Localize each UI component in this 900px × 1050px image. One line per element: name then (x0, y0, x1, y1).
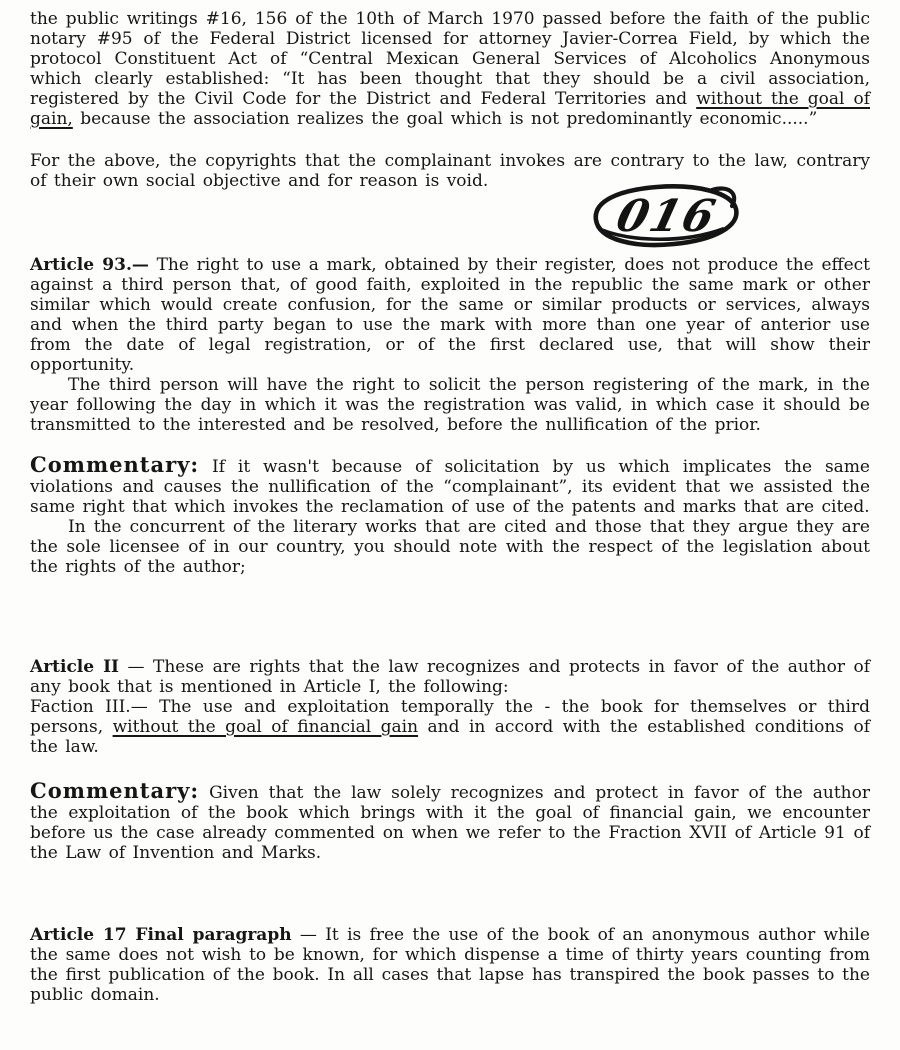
commentary-2-text: Given that the law solely recognizes and protect in favor of the author the exploitation of the book which brings with it the goal of financial gain, we encounter before us the case already commented on when we refer to the Fraction XVII of Article 91 of the Law of Invention and Marks. (30, 783, 870, 863)
stamp-pen-overshoot-stroke (712, 188, 734, 206)
handwritten-stamp (583, 181, 747, 253)
commentary-1-text: If it wasn't because of solicitation by us which implicates the same violations and causes the nullification of the “complainant”, its evident that we assisted the same right that which invokes the reclamation of use of the patents and marks that are cited. (30, 457, 870, 517)
paragraph-commentary-1-continuation: In the concurrent of the literary works that are cited and those that they argue they are the sole licensee of in our country, you should note with the respect of the legislation about the rights of the author; (30, 517, 870, 577)
article-2-text: — These are rights that the law recognizes and protects in favor of the author of any book that is mentioned in Article I, the following: (30, 657, 871, 697)
paragraph-commentary-2 (30, 778, 870, 863)
paragraph-conclusion-above: For the above, the copyrights that the complainant invokes are contrary to the law, contrary of their own social objective and for reason is void. (30, 151, 870, 191)
article-17-label: Article 17 Final paragraph (30, 925, 292, 945)
paragraph-article-2 (30, 657, 870, 697)
intro-text-start: the public writings #16, 156 of the 10th of March 1970 passed before the faith of the public notary #95 of the Federal District licensed for attorney Javier-Correa Field, by which the protocol Constituent Act of “Central Mexican General Services of Alcoholics Anonymous which clearly established: “It has been thought that they should be a civil association, registered by the Civil Code for the District and Federal Territories and (30, 9, 870, 109)
underlined-phrase-financial-gain: without the goal of financial gain (112, 717, 419, 737)
commentary-2-label: Commentary: (30, 778, 200, 803)
paragraph-faction-3 (30, 697, 870, 757)
paragraph-intro (30, 9, 870, 129)
stamp-ellipse-outer-stroke (596, 186, 737, 245)
faction-3-text-end: and in accord with the established conditions of the law. (30, 717, 870, 757)
paragraph-commentary-1 (30, 452, 870, 517)
article-17-text: — It is free the use of the book of an anonymous author while the same does not wish to be known, for which dispense a time of thirty years counting from the first publication of the book. In all cases that lapse has transpired the book passes to the public domain. (30, 925, 870, 1005)
stamp-ellipse-inner-stroke (602, 229, 723, 239)
faction-3-text-start: Faction III.— The use and exploitation temporally the - the book for themselves or third persons, (30, 697, 870, 737)
paragraph-article-17 (30, 925, 870, 1005)
article-93-label: Article 93.— (30, 255, 149, 275)
underlined-phrase-without-goal-of-gain: without the goal of gain, (30, 89, 870, 129)
commentary-1-label: Commentary: (30, 452, 200, 477)
article-93-text: The right to use a mark, obtained by their register, does not produce the effect against a third person that, of good faith, exploited in the republic the same mark or other similar which would create confusion, for the same or similar products or services, always and when the third party began to use the mark with more than one year of anterior use from the date of legal registration, or of the first declared use, that will show their opportunity. (30, 255, 870, 375)
paragraph-article-93-continuation: The third person will have the right to solicit the person registering of the mark, in the year following the day in which it was the registration was valid, in which case it should be transmitted to the interested and be resolved, before the nullification of the prior. (30, 375, 870, 435)
intro-text-end: because the association realizes the goal which is not predominantly economic.....” (72, 109, 818, 129)
stamp-circle-drawing (583, 181, 747, 253)
stamp-number: 016 (611, 189, 723, 242)
paragraph-article-93 (30, 255, 870, 375)
article-2-label: Article II (30, 657, 119, 677)
